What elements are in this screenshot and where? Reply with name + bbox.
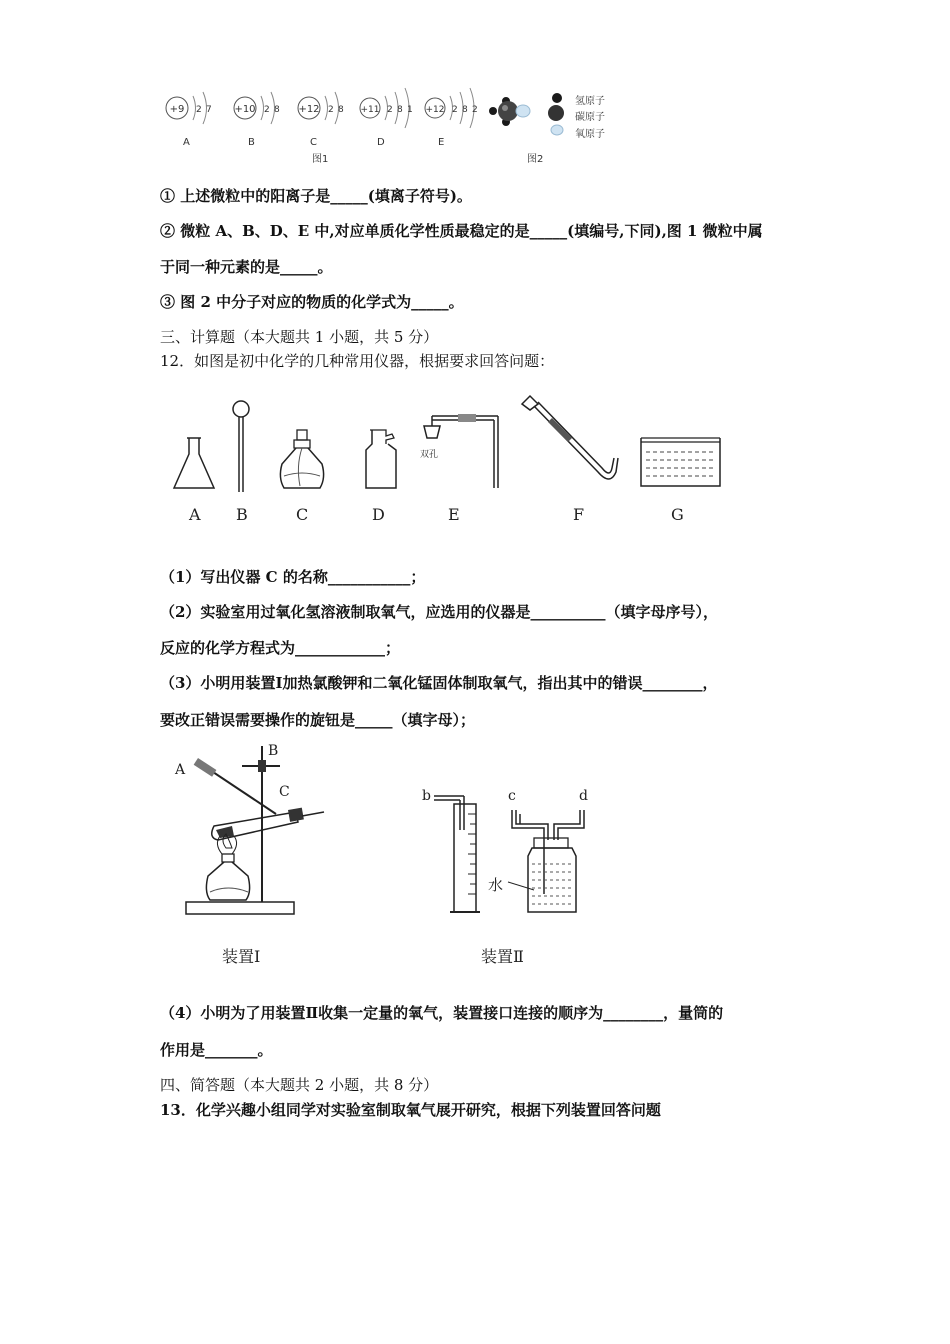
- device-2-label-d: d: [579, 788, 588, 804]
- device-2-label-c: c: [508, 788, 516, 804]
- atom-a-shell-1: 2: [196, 105, 202, 115]
- atom-b-nucleus: +10: [234, 104, 256, 115]
- instrument-label-f: F: [573, 505, 585, 524]
- atom-e-shell-3: 2: [472, 105, 478, 115]
- q12-part4-cont: 作用是_______。: [160, 1041, 273, 1059]
- section-4-heading: 四、简答题（本大题共 2 小题，共 8 分）: [160, 1076, 439, 1094]
- molecule-model: [486, 92, 546, 132]
- atom-c-shell-2: 8: [338, 105, 344, 115]
- conical-flask-icon: [170, 436, 220, 496]
- atom-d-shell-3: 1: [407, 105, 413, 115]
- atom-e-shell-1: 2: [452, 105, 458, 115]
- water-trough-icon: [638, 432, 724, 490]
- instrument-label-e: E: [448, 505, 460, 524]
- atom-diagram-c: [292, 88, 362, 148]
- legend-carbon: 碳原子: [575, 112, 605, 123]
- long-funnel-icon: [230, 398, 254, 494]
- atom-a-nucleus: +9: [169, 104, 185, 115]
- atom-d-nucleus: +11: [360, 105, 380, 115]
- q12-part3: （3）小明用装置Ⅰ加热氯酸钾和二氧化锰固体制取氧气，指出其中的错误________，: [160, 674, 718, 692]
- atom-c-label: C: [310, 137, 317, 148]
- atom-c-shell-1: 2: [328, 105, 334, 115]
- instrument-label-b: B: [236, 505, 248, 524]
- atom-a-shell-2: 7: [206, 105, 212, 115]
- atom-e-shell-2: 8: [462, 105, 468, 115]
- device-1-label-a: A: [175, 762, 186, 778]
- instrument-label-d: D: [372, 505, 385, 524]
- device-2-drawing: [430, 790, 610, 920]
- q12-part1: （1）写出仪器 C 的名称___________；: [160, 568, 426, 586]
- figure-1-caption: 图1: [312, 154, 329, 165]
- q12-stem: 12．如图是初中化学的几种常用仪器，根据要求回答问题：: [160, 352, 555, 370]
- q12-part4: （4）小明为了用装置Ⅱ收集一定量的氧气，装置接口连接的顺序为________，量筒的: [160, 1004, 724, 1022]
- q12-part2-cont: 反应的化学方程式为____________；: [160, 639, 401, 657]
- device-2-caption: 装置Ⅱ: [481, 947, 524, 966]
- section-3-heading: 三、计算题（本大题共 1 小题，共 5 分）: [160, 328, 439, 346]
- legend-carbon-icon: [547, 104, 565, 122]
- reagent-bottle-icon: [360, 428, 402, 492]
- atom-d-shell-1: 2: [387, 105, 393, 115]
- device-1-caption: 装置Ⅰ: [222, 947, 261, 966]
- atom-a-label: A: [183, 137, 190, 148]
- alcohol-lamp-icon: [276, 428, 328, 494]
- instrument-label-g: G: [671, 505, 684, 524]
- figure-2-caption: 图2: [527, 154, 544, 165]
- legend-hydrogen: 氢原子: [575, 96, 605, 107]
- device-1-label-c: C: [279, 784, 290, 800]
- legend-hydrogen-icon: [550, 91, 564, 105]
- stopper-note: 双孔: [420, 450, 439, 460]
- instrument-label-a: A: [189, 505, 201, 524]
- legend-oxygen-icon: [550, 123, 564, 137]
- q11-part2: ② 微粒 A、B、D、E 中,对应单质化学性质最稳定的是_____(填编号,下同),图 1 微粒中属: [160, 222, 763, 240]
- atom-b-shell-1: 2: [264, 105, 270, 115]
- atom-e-nucleus: +12: [425, 105, 445, 115]
- device-1-label-b: B: [268, 743, 279, 759]
- device-2-water-label: 水: [488, 876, 504, 894]
- q11-part3: ③ 图 2 中分子对应的物质的化学式为_____。: [160, 293, 464, 311]
- device-2-label-b: b: [422, 788, 431, 804]
- device-1-drawing: [170, 744, 330, 920]
- q11-part2-cont: 于同一种元素的是_____。: [160, 258, 333, 276]
- q12-part3-cont: 要改正错误需要操作的旋钮是_____（填字母）；: [160, 711, 476, 729]
- q13-stem: 13．化学兴趣小组同学对实验室制取氧气展开研究，根据下列装置回答问题: [160, 1101, 661, 1119]
- legend-oxygen: 氧原子: [575, 129, 605, 140]
- atom-d-label: D: [377, 137, 385, 148]
- atom-b-label: B: [248, 137, 255, 148]
- instrument-label-c: C: [296, 505, 309, 524]
- q12-part2: （2）实验室用过氧化氢溶液制取氧气，应选用的仪器是__________（填字母序号），: [160, 603, 718, 621]
- atom-diagram-a: [160, 88, 230, 148]
- atom-e-label: E: [438, 137, 445, 148]
- atom-c-nucleus: +12: [298, 104, 320, 115]
- delivery-tube-icon: [516, 392, 626, 492]
- q11-part1: ① 上述微粒中的阳离子是_____(填离子符号)。: [160, 187, 472, 205]
- atom-diagram-b: [228, 88, 298, 148]
- atom-d-shell-2: 8: [397, 105, 403, 115]
- atom-b-shell-2: 8: [274, 105, 280, 115]
